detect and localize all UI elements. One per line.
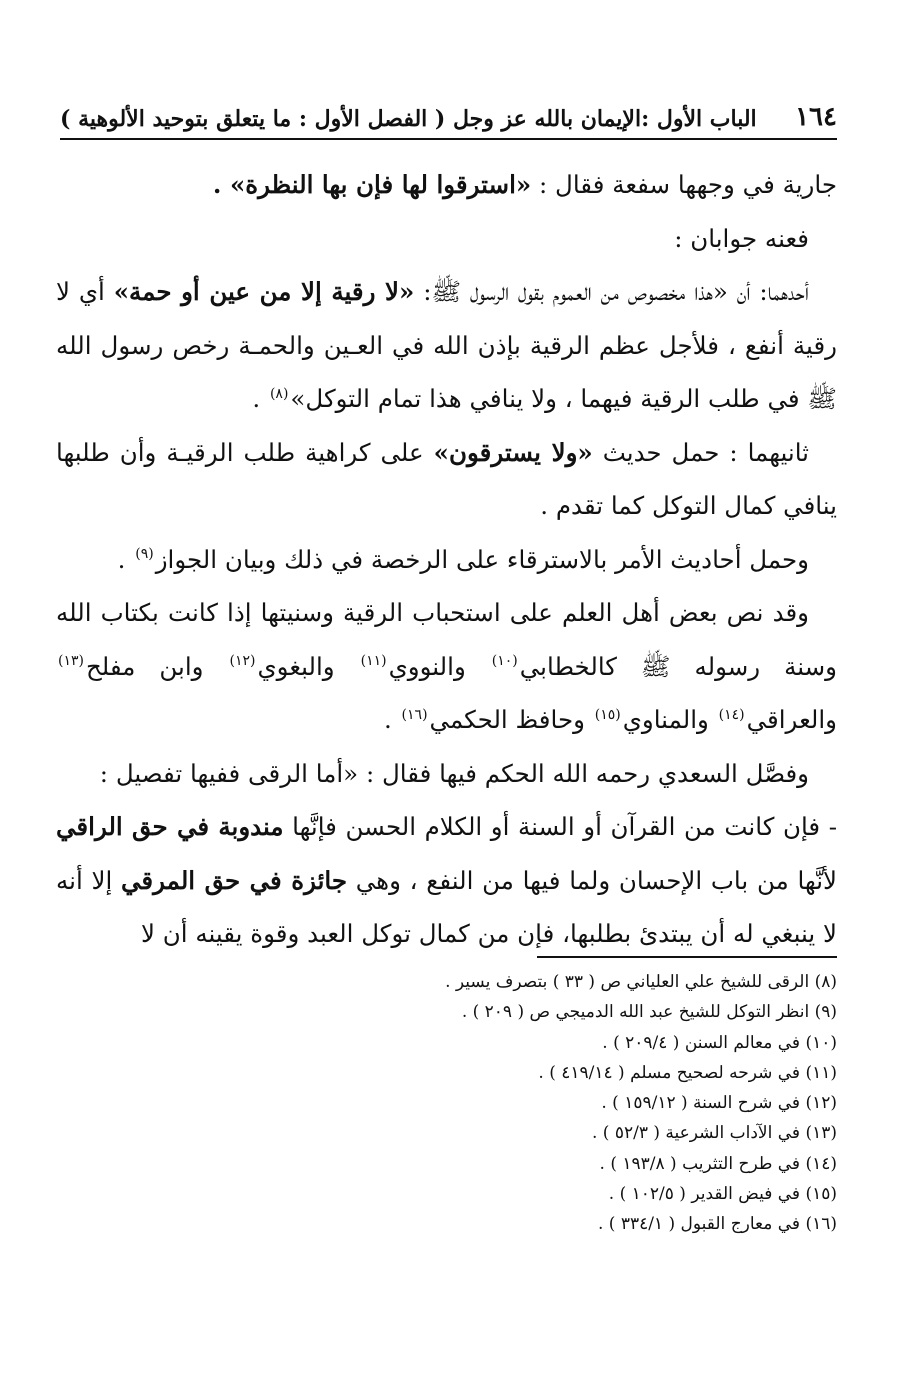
footnote-11: (١١) في شرحه لصحيح مسلم ( ٤١٩/١٤ ) . [538,1062,837,1083]
footnote-divider [537,956,837,958]
paragraph-1 [56,158,837,212]
text-span: والعراقي [746,705,837,734]
running-title: الباب الأول :الإيمان بالله عز وجل ( الفصل الأول : ما يتعلق بتوحيد الألوهية ) [60,106,757,132]
page-number: ١٦٤ [795,102,837,132]
text-span: على كراهية طلب الرقيـة وأن طلبها ينافي كمال التوكل كما تقدم . [56,437,837,520]
footnote-13: (١٣) في الآداب الشرعية ( ٥٢/٣ ) . [591,1123,837,1144]
footnote-16: (١٦) في معارج القبول ( ٣٣٤/١ ) . [597,1214,837,1235]
paragraph-5 [56,533,837,587]
text-span: فعنه جوابان : [674,223,809,253]
text-span: . [252,384,268,413]
paragraph-4 [56,426,837,533]
footnote-8: (٨) الرقى للشيخ علي العلياني ص ( ٣٣ ) بتصرف يسير . [445,972,837,992]
footnotes [56,967,837,1240]
text-span: ثانيهما : حمل حديث [592,437,810,467]
text-span: والنووي [388,651,490,681]
text-span: . [117,544,134,574]
footnote-ref[interactable]: (٨) [269,385,289,402]
footnote-ref[interactable]: (١٠) [491,653,518,670]
footnote-ref[interactable]: (٩) [135,546,154,563]
paragraph-7 [56,747,837,801]
footnote-15: (١٥) في فيض القدير ( ١٠٢/٥ ) . [608,1184,837,1205]
text-span: - فإن كانت من القرآن أو السنة أو الكلام الحسن فإنَّها [283,812,837,841]
text-span: وابن مفلح [85,651,228,681]
text-span: وحمل أحاديث الأمر بالاسترقاء على الرخصة في ذلك وبيان الجواز [155,544,809,574]
footnote-9: (٩) انظر التوكل للشيخ عبد الله الدميجي ص ( ٢٠٩ ) . [461,1002,837,1023]
emphasis: مندوبة في حق الراقي [56,812,284,841]
text-span: أحدهما: أن «هذا مخصوص من العموم بقول الرسول ﷺ: [414,277,809,306]
footnote-12: (١٢) في شرح السنة ( ١٥٩/١٢ ) . [601,1093,837,1114]
text-span: إلا أنه لا ينبغي له أن يبتدئ بطلبها، فإن من كمال توكل العبد وقوة يقينه أن لا [56,865,837,948]
page-header [60,100,837,140]
hadith-quote: «ولا يسترقون» [433,437,593,467]
text-span: لأنَّها من باب الإحسان ولما فيها من النفع ، وهي [347,865,838,895]
footnote-10: (١٠) في معالم السنن ( ٢٠٩/٤ ) . [602,1032,837,1053]
footnote-ref[interactable]: (١١) [360,653,387,670]
paragraph-6 [56,586,837,747]
hadith-quote: «استرقوا لها فإن بها النظرة» . [212,170,532,199]
text-span: . [383,705,400,734]
hadith-quote: «لا رقية إلا من عين أو حمة» [113,277,415,306]
footnote-ref[interactable]: (١٥) [594,706,621,723]
footnote-ref[interactable]: (١٦) [401,706,428,723]
paragraph-3 [56,265,837,426]
footnote-14: (١٤) في طرح التثريب ( ١٩٣/٨ ) . [599,1153,837,1174]
text-span: وحافظ الحكمي [429,705,593,734]
main-text [56,158,837,961]
footnote-ref[interactable]: (١٣) [58,653,84,670]
paragraph-2 [56,212,837,266]
text-span: والمناوي [622,705,717,734]
text-span: أي لا رقية أنفع ، فلأجل عظم الرقية بإذن الله في العـين والحمـة رخص رسول الله ﷺ في طلب الرقية فيهما ، ولا ينافي هذا تمام التوكل» [56,277,837,413]
footnote-ref[interactable]: (١٢) [229,653,256,670]
footnote-ref[interactable]: (١٤) [718,706,745,723]
text-span: وقد نص بعض أهل العلم على استحباب الرقية وسنيتها إذا كانت بكتاب الله وسنة رسوله ﷺ كالخطابي [56,598,837,681]
paragraph-8 [56,800,837,961]
text-span: جارية في وجهها سفعة فقال : [531,170,837,199]
emphasis: جائزة في حق المرقي [121,865,348,895]
text-span: وفصَّل السعدي رحمه الله الحكم فيها فقال : «أما الرقى ففيها تفصيل : [99,758,809,788]
text-span: والبغوي [257,651,359,681]
